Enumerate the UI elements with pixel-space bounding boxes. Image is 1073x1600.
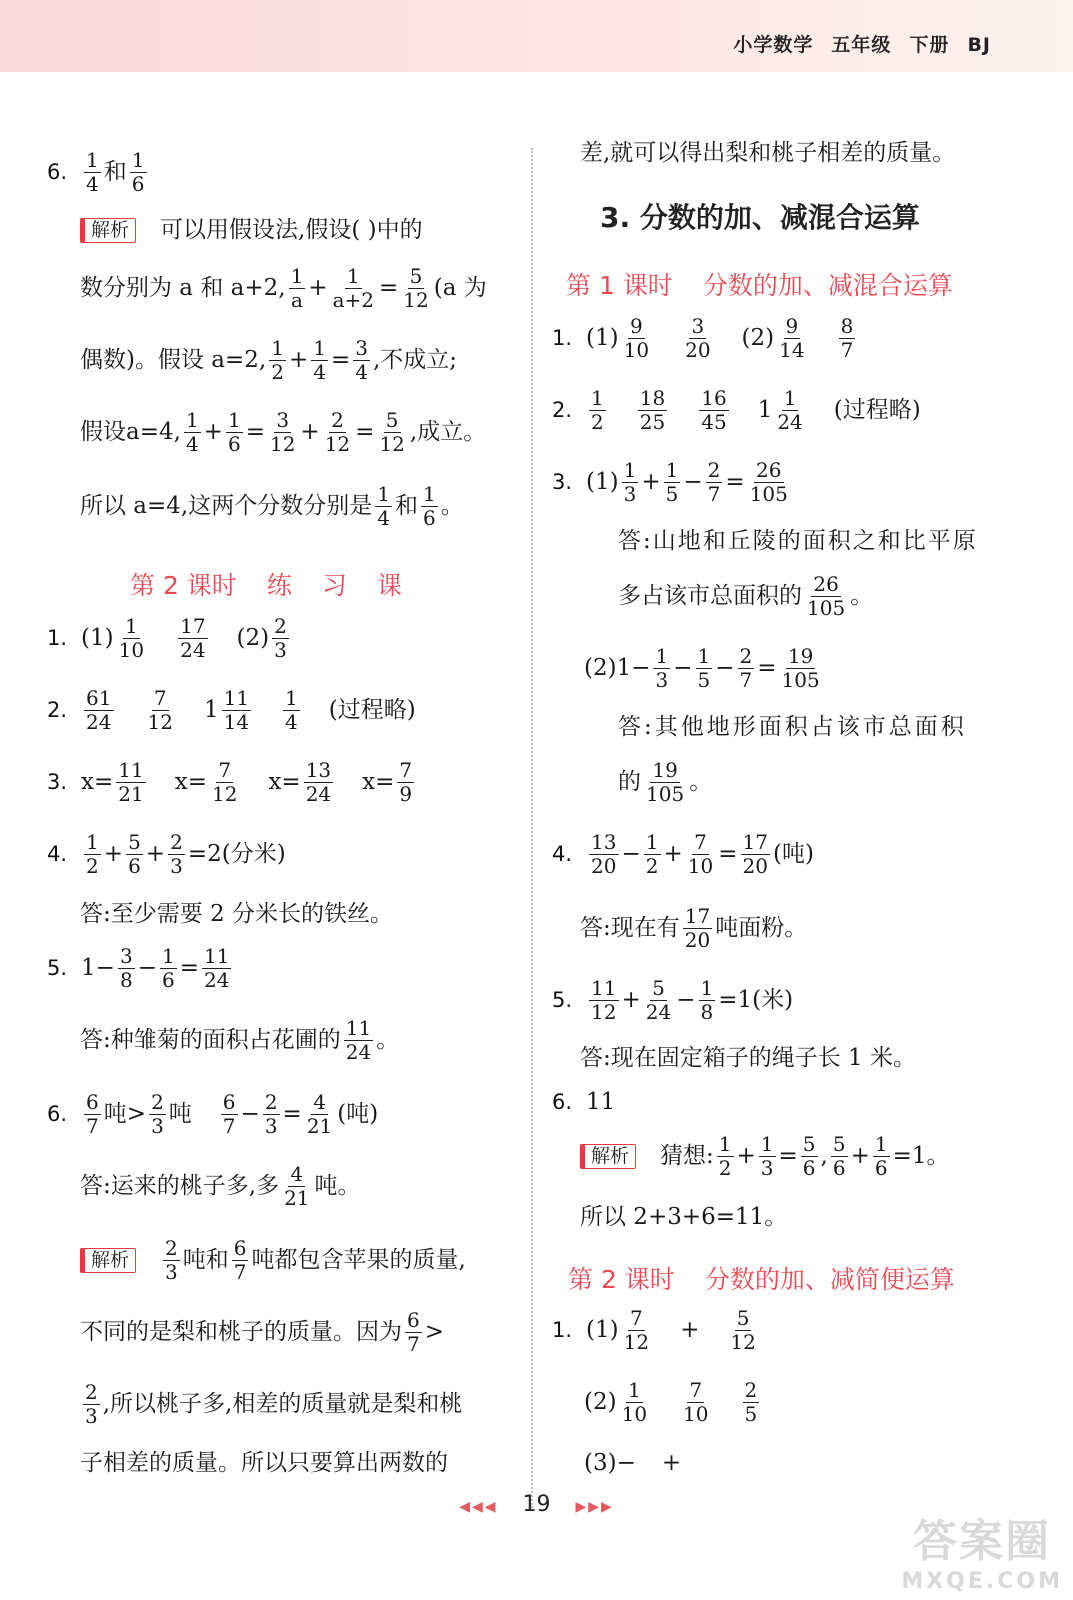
- fraction: 6 7: [86, 1090, 99, 1138]
- r-exercise-5: 5. 11 12 + 5 24 − $\frac{1}{8}$ =1(米): [552, 976, 794, 1024]
- fraction: 5 12: [379, 408, 405, 456]
- fraction: 1 10: [621, 1378, 648, 1426]
- fraction: 3 20: [685, 314, 711, 362]
- fraction: 1 3: [760, 1132, 774, 1180]
- book-info: [715, 30, 991, 57]
- item-number: 1.: [47, 626, 68, 650]
- item-number: 4.: [47, 842, 68, 866]
- fraction: 2 3: [165, 1236, 178, 1284]
- item-number: 5.: [47, 956, 68, 980]
- fraction: 6 7: [407, 1308, 420, 1356]
- fraction: 1 2: [645, 830, 659, 878]
- item-number: 6.: [47, 1102, 68, 1126]
- analysis-badge: 解析: [580, 1144, 636, 1169]
- page-header-band: [0, 0, 1073, 72]
- fraction: 17 20: [684, 904, 711, 952]
- fraction: 1 2: [718, 1132, 732, 1180]
- fraction: 1 6: [227, 408, 241, 456]
- fraction: 5 24: [645, 976, 672, 1024]
- fraction: 1 5: [665, 458, 679, 506]
- exercise-4: 4. 1 2 + 5 6 + $\frac{2}{3}$ =2(分米): [47, 830, 286, 878]
- item-number: 3.: [552, 470, 573, 494]
- analysis-line-5: 所以 a=4,这两个分数分别是 1 4 和 1 6 。: [80, 482, 464, 530]
- exercise-3: 3. x= $\frac{11}{21}$ x= $\frac{7}{12}$ x= $\frac{13}{24}$ x= $\frac{7}{9}$: [47, 758, 413, 806]
- fraction: 8 7: [840, 314, 854, 362]
- fraction: 18 25: [639, 386, 666, 434]
- fraction: 5 6: [802, 1132, 816, 1180]
- analysis2-line-1: 解析 2 3 吨和 6 7 吨都包含苹果的质量,: [80, 1238, 466, 1283]
- fraction: 3 4: [355, 336, 368, 384]
- edition-label: BJ: [967, 34, 991, 56]
- fraction: $\frac{3}{8}$: [119, 944, 133, 992]
- fraction: 26 105: [749, 458, 788, 506]
- fraction: 17 20: [742, 830, 768, 878]
- s-exercise-1: 1. (1) 7 12 + 5 12: [552, 1306, 756, 1354]
- fraction: 19 105: [646, 758, 685, 806]
- fraction: $\frac{1}{8}$: [700, 976, 714, 1024]
- fraction: $\frac{7}{12}$: [212, 758, 238, 806]
- fraction: 1 4: [313, 336, 326, 384]
- r-exercise-3: 3. (1) 1 3 + 1 5 − 2 7 = 26 105: [552, 458, 788, 506]
- fraction: $\frac{2}{3}$: [170, 830, 183, 878]
- s-exercise-1-part3: (3)− +: [584, 1450, 682, 1476]
- r-exercise-3-answer-3: 答:其他地形面积占该市总面积: [618, 714, 967, 740]
- fraction: 7 10: [687, 830, 714, 878]
- volume-label: 下册: [909, 34, 950, 56]
- fraction: 1 6: [422, 482, 436, 530]
- fraction: 1 6: [161, 944, 175, 992]
- fraction: 2 3: [264, 1090, 278, 1138]
- r-exercise-3-part2: (2)1− $\frac{1}{3}$ − 1 5 − 2 7 = 19 105: [584, 644, 820, 692]
- r-exercise-2: 2. 1 2 18 25 16 45 1 1 24 (过程略): [552, 386, 921, 434]
- item-number: 6.: [552, 1090, 573, 1114]
- exercise-5-answer: 答:种雏菊的面积占花圃的 11 24 。: [80, 1016, 400, 1064]
- prev-arrows-icon: ◀◀◀: [459, 1499, 498, 1515]
- fraction: 1 4: [86, 148, 99, 196]
- fraction: 1 4: [285, 686, 298, 734]
- fraction: 7 12: [623, 1306, 650, 1354]
- fraction: 9 10: [623, 314, 650, 362]
- fraction: 2 3: [151, 1090, 164, 1138]
- fraction: 19 105: [781, 644, 820, 692]
- fraction: 9 14: [779, 314, 805, 362]
- r-exercise-4: 4. 13 20 − 1 2 + 7 10 = 17 20 (吨): [552, 830, 814, 878]
- continued-text: 差,就可以得出梨和桃子相差的质量。: [580, 140, 956, 166]
- fraction: 1 6: [131, 148, 145, 196]
- item-number: 3.: [47, 770, 68, 794]
- exercise-5: 5. 1− $\frac{3}{8}$ − 1 6 = 11 24: [47, 944, 230, 992]
- fraction: 5 6: [832, 1132, 846, 1180]
- fraction: 5 6: [128, 830, 141, 878]
- fraction: 7 10: [683, 1378, 709, 1426]
- r-exercise-6: 6. 11: [552, 1089, 616, 1115]
- fraction: 4 21: [284, 1162, 310, 1210]
- fraction: 1 2: [271, 336, 284, 384]
- analysis-line-2: 数分别为 a 和 a+2, 1 a + 1 a+2 = 5 12 (a 为: [80, 264, 487, 312]
- analysis-line-1: 解析 可以用假设法,假设( )中的: [80, 218, 423, 243]
- r-exercise-3-answer-2: 多占该市总面积的 26 105 。: [618, 572, 874, 620]
- section-title: 3. 分数的加、减混合运算: [600, 201, 920, 234]
- fraction: 1 2: [591, 386, 604, 434]
- fraction: $\frac{1}{6}$: [874, 1132, 888, 1180]
- lesson-heading-1: 第 1 课时 分数的加、减混合运算: [566, 271, 953, 300]
- item-number: 2.: [47, 698, 68, 722]
- r-analysis-line-2: 所以 2+3+6=11。: [580, 1204, 788, 1230]
- fraction: 6 7: [233, 1236, 247, 1284]
- next-arrows-icon: ▶▶▶: [575, 1499, 614, 1515]
- fraction: $\frac{7}{9}$: [399, 758, 413, 806]
- analysis2-line-4: 子相差的质量。所以只要算出两数的: [80, 1450, 448, 1476]
- watermark-logo: 答案圈 MXQE.COM: [901, 1516, 1063, 1594]
- fraction: $\frac{11}{21}$: [118, 758, 144, 806]
- analysis-line-4: 假设a=4, 1 4 + 1 6 = 3 12 + 2 12 = 5 12 ,成立。: [80, 408, 487, 456]
- subject-label: 小学数学: [733, 34, 814, 56]
- analysis-badge: 解析: [80, 218, 136, 243]
- exercise-6-answer: 答:运来的桃子多,多 4 21 吨。: [80, 1162, 361, 1210]
- fraction: $\frac{1}{3}$: [655, 644, 669, 692]
- fraction: 5 12: [403, 264, 429, 312]
- fraction: 6 7: [222, 1090, 236, 1138]
- r-analysis-line-1: 解析 猜想: 1 2 + 1 3 = 5 6 , 5 6 + $\frac{1}{6}$ =1。: [580, 1134, 950, 1179]
- fraction: 1 a+2: [332, 264, 374, 312]
- column-divider: [531, 148, 533, 1508]
- fraction: 61 24: [86, 686, 112, 734]
- r-exercise-5-answer: 答:现在固定箱子的绳子长 1 米。: [580, 1045, 917, 1071]
- fraction: 4 21: [306, 1090, 333, 1138]
- fraction: 11 12: [591, 976, 617, 1024]
- fraction: 2 7: [739, 644, 753, 692]
- q6-line: 6. 1 4 和 1 6: [47, 148, 145, 196]
- exercise-6: 6. 6 7 吨> 2 3 吨 6 7 − 2 3 = 4 21 (吨): [47, 1090, 379, 1138]
- fraction: 26 105: [807, 572, 846, 620]
- fraction: 1 4: [185, 408, 199, 456]
- fraction: 1 4: [377, 482, 390, 530]
- fraction: 7 12: [147, 686, 173, 734]
- analysis-line-3: 偶数)。假设 a=2, 1 2 + 1 4 = 3 4 ,不成立;: [80, 336, 458, 384]
- fraction: 17 24: [180, 614, 206, 662]
- exercise-1: 1. (1) 1 10 17 24 (2) 2 3: [47, 614, 287, 662]
- item-number: 1.: [552, 1318, 573, 1342]
- fraction: 3 12: [269, 408, 296, 456]
- r-exercise-3-answer-4: 的 19 105 。: [618, 758, 713, 806]
- fraction: 2 3: [274, 614, 287, 662]
- lesson-heading-left: 第 2 课时 练 习 课: [130, 571, 402, 600]
- item-number: 2.: [552, 398, 573, 422]
- fraction: 16 45: [701, 386, 727, 434]
- fraction: 11 24: [203, 944, 230, 992]
- s-exercise-1-part2: (2) 1 10 7 10 2 5: [584, 1378, 758, 1426]
- fraction: 5 12: [730, 1306, 756, 1354]
- fraction: 2 5: [744, 1378, 758, 1426]
- fraction: 1 24: [777, 386, 803, 434]
- fraction: 1 10: [118, 614, 145, 662]
- r-exercise-3-answer-1: 答:山地和丘陵的面积之和比平原: [618, 528, 978, 554]
- fraction: 2 3: [85, 1380, 98, 1428]
- lesson-heading-2: 第 2 课时 分数的加、减简便运算: [568, 1265, 955, 1294]
- fraction: 2 7: [707, 458, 721, 506]
- analysis-badge: 解析: [80, 1248, 136, 1273]
- fraction: 2 12: [324, 408, 351, 456]
- analysis2-line-2: 不同的是梨和桃子的质量。因为 6 7 >: [80, 1308, 445, 1356]
- analysis2-line-3: 2 3 ,所以桃子多,相差的质量就是梨和桃: [85, 1380, 463, 1428]
- grade-label: 五年级: [831, 34, 892, 56]
- fraction: 11 24: [345, 1016, 372, 1064]
- fraction: 1 5: [697, 644, 711, 692]
- fraction: 11 14: [223, 686, 250, 734]
- fraction: 1 a: [290, 264, 304, 312]
- page-number: 19: [522, 1492, 551, 1517]
- item-number: 1.: [552, 326, 573, 350]
- exercise-4-answer: 答:至少需要 2 分米长的铁丝。: [80, 901, 394, 927]
- r-exercise-1: 1. (1) 9 10 3 20 (2) 9 14 8 7: [552, 314, 854, 362]
- item-number: 6.: [47, 160, 68, 184]
- item-number: 5.: [552, 988, 573, 1012]
- fraction: $\frac{13}{24}$: [305, 758, 332, 806]
- fraction: 1 3: [623, 458, 637, 506]
- item-number: 4.: [552, 842, 573, 866]
- fraction: 1 2: [86, 830, 99, 878]
- r-exercise-4-answer: 答:现在有 17 20 吨面粉。: [580, 904, 808, 952]
- fraction: 13 20: [591, 830, 617, 878]
- exercise-2: 2. 61 24 7 12 1 11 14 1 4 (过程略): [47, 686, 416, 734]
